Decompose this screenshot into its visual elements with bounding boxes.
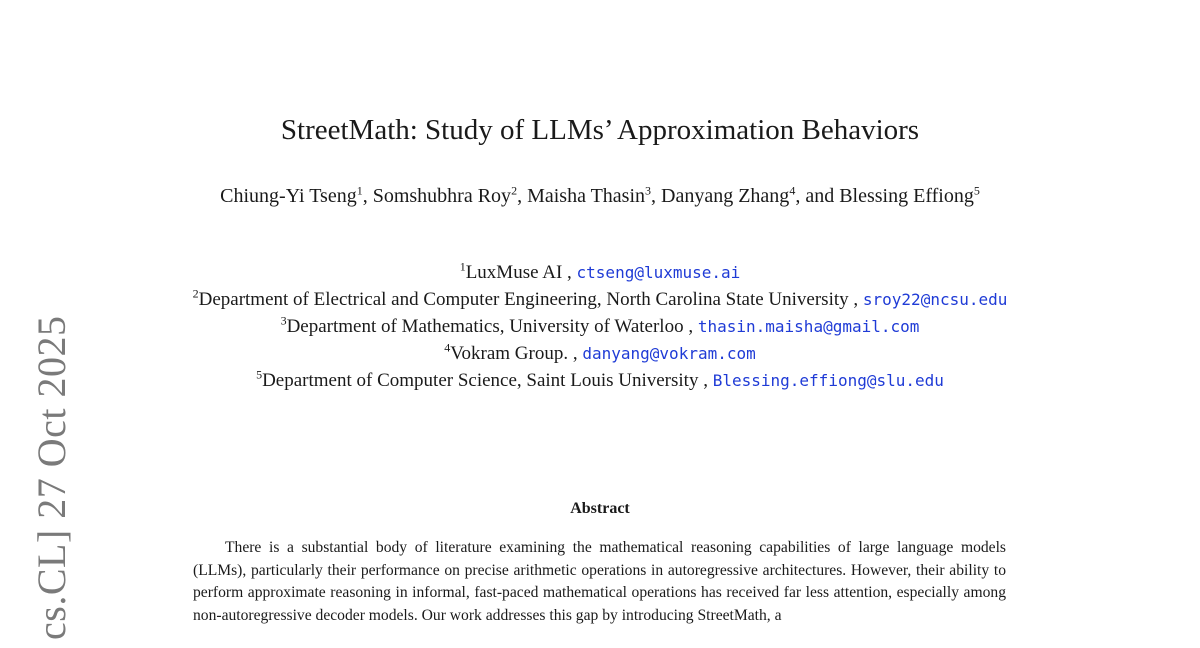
affiliation-line [140,313,1060,340]
author: Danyang Zhang [661,185,790,207]
affil-mark: 4 [444,340,451,355]
email-link[interactable]: Blessing.effiong@slu.edu [712,371,944,390]
affiliation-list [140,259,1060,394]
author-separator: , and [795,185,840,207]
paper-title: StreetMath: Study of LLMs’ Approximation Behaviors [280,114,920,146]
author-separator: , [362,185,373,207]
affil-mark: 3 [280,313,287,328]
author-affil-mark: 5 [973,183,980,198]
affiliation-line [140,367,1060,394]
affiliation-text: Vokram Group. , [450,343,578,364]
email-link[interactable]: sroy22@ncsu.edu [862,290,1008,309]
abstract-heading: Abstract [570,500,630,517]
arxiv-side-stamp: cs.CL] 27 Oct 2025 [29,315,74,640]
author-list [160,183,1040,209]
author-affil-mark: 2 [511,183,518,198]
author-affil-mark: 4 [789,183,796,198]
abstract-text: There is a substantial body of literature examining the mathematical reasoning capabilities of large language models (LLMs), particularly their performance on precise arithmetic operations in autoregressive architectures. However, their ability to perform approximate reasoning in informal, fast-paced mathematical operations has received far less attention, especially among non-autoregressive decoder models. Our work addresses this gap by introducing StreetMath, a [193,539,1006,624]
author-affil-mark: 3 [645,183,652,198]
affil-mark: 1 [459,259,466,274]
affiliation-text: LuxMuse AI , [465,262,572,283]
affil-mark: 5 [256,367,263,382]
affiliation-text: Department of Computer Science, Saint Louis University , [262,370,708,391]
affiliation-line [140,286,1060,313]
affiliation-text: Department of Mathematics, University of Waterloo , [286,316,694,337]
email-link[interactable]: thasin.maisha@gmail.com [697,317,920,336]
author-separator: , [517,185,528,207]
affiliation-line [140,340,1060,367]
author: Somshubhra Roy [372,185,512,207]
email-link[interactable]: ctseng@luxmuse.ai [576,263,741,282]
author-affil-mark: 1 [356,183,363,198]
affiliation-line [140,259,1060,286]
email-link[interactable]: danyang@vokram.com [582,344,756,363]
affil-mark: 2 [192,286,199,301]
author: Blessing Effiong [839,185,974,207]
affiliation-text: Department of Electrical and Computer Engineering, North Carolina State University , [198,289,859,310]
author: Chiung-Yi Tseng [220,185,357,207]
author: Maisha Thasin [527,185,646,207]
author-separator: , [651,185,662,207]
